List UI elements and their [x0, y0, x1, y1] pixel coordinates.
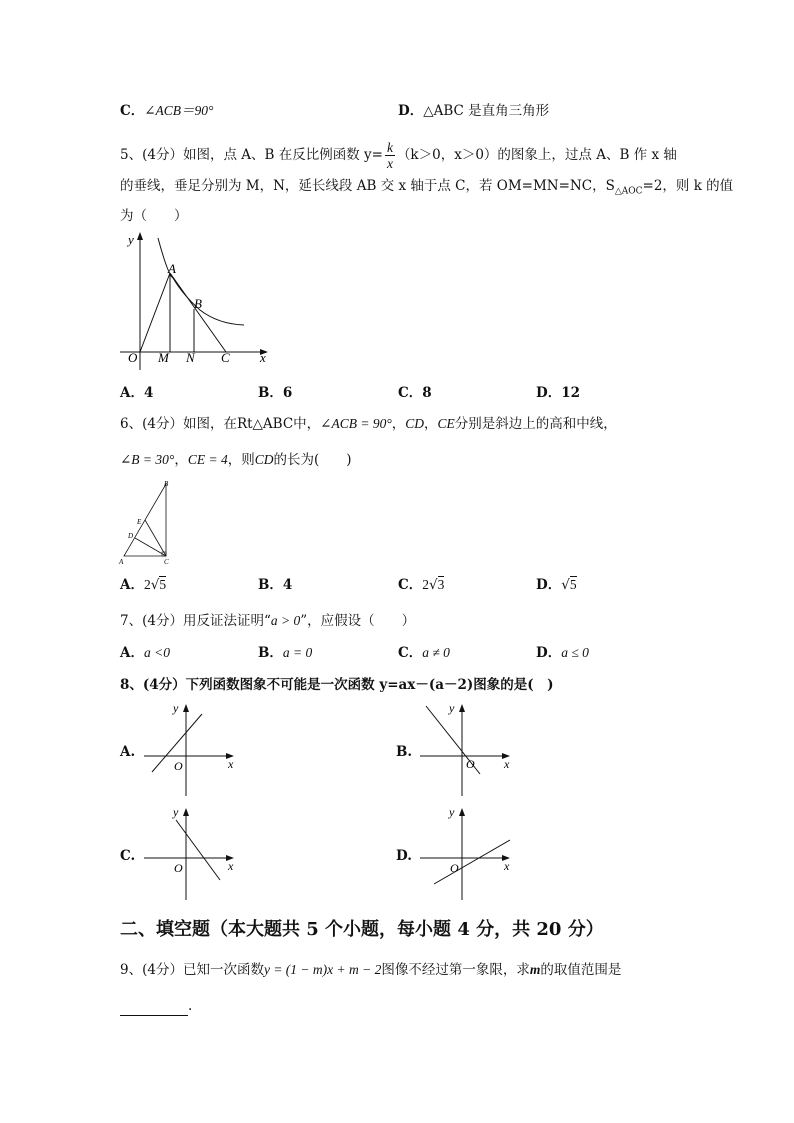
q9-line	[120, 960, 621, 980]
label-x: x	[228, 757, 234, 771]
q5-line-3	[120, 206, 188, 226]
q6-line1-suffix: 分别是斜边上的高和中线，	[454, 416, 617, 432]
math-function: y = (1 − m)x + m − 2	[263, 962, 382, 977]
q5-fraction	[385, 140, 395, 171]
option-text: △ABC 是直角三角形	[423, 103, 550, 119]
period: .	[188, 998, 193, 1014]
q5-option-c	[398, 383, 432, 403]
segment-oa	[140, 273, 170, 352]
option-label: D．	[536, 577, 562, 593]
q7-option-a	[120, 643, 170, 663]
math-ce-value: CE = 4	[187, 452, 228, 467]
label-x: x	[504, 757, 510, 771]
q5-option-d	[536, 383, 580, 403]
q8-option-b-label: B.	[396, 744, 413, 760]
label-o: O	[174, 759, 183, 773]
q8-option-d-label: D.	[396, 848, 412, 864]
q5-line-1	[120, 140, 677, 171]
option-text: 12	[561, 385, 581, 401]
sqrt-icon: √	[150, 577, 160, 593]
q6-figure	[118, 480, 178, 566]
q8-text: 8、(4分）下列函数图象不可能是一次函数 y=ax－(a－2)图象的是( )	[120, 677, 554, 693]
math-m: m	[529, 962, 541, 977]
punct: ，	[174, 452, 188, 468]
q8-graph-c	[140, 804, 240, 904]
q9-suffix: 的取值范围是	[540, 962, 622, 978]
radical-coefficient: 2	[422, 577, 429, 592]
q6-option-c	[398, 575, 444, 595]
label-y: y	[128, 232, 134, 247]
label-o: O	[128, 350, 138, 365]
punct: ，则	[227, 452, 255, 468]
radicand: 5	[159, 577, 167, 592]
q6-option-d	[536, 575, 577, 595]
q4-option-c	[120, 101, 213, 121]
section-heading: 二、填空题（本大题共 5 个小题，每小题 4 分，共 20 分）	[120, 919, 604, 940]
q5-option-b	[258, 383, 292, 403]
q9-prefix: 9、(4分）已知一次函数	[120, 962, 264, 978]
label-y: y	[173, 701, 179, 715]
function-line	[434, 840, 510, 884]
option-label: D．	[536, 645, 562, 661]
option-label: B．	[258, 645, 283, 661]
math-ce: CE	[437, 416, 455, 431]
option-label: A．	[120, 577, 144, 593]
sqrt-icon: √	[561, 577, 570, 593]
label-y: y	[449, 701, 455, 715]
radical-coefficient: 2	[143, 577, 151, 592]
math-cd: CD	[254, 452, 274, 467]
math-angle-b: ∠B = 30°	[120, 452, 175, 467]
y-axis-arrow	[137, 232, 143, 240]
hyperbola-curve	[158, 238, 244, 325]
option-text: a ≠ 0	[422, 645, 450, 660]
option-text: 6	[282, 385, 293, 401]
label-e: E	[137, 518, 142, 526]
q8-option-a-label: A.	[120, 744, 136, 760]
radicand: 3	[437, 577, 445, 592]
option-text: 4	[282, 577, 293, 593]
label-d: D	[128, 532, 134, 540]
label-y: y	[449, 805, 455, 819]
q7-prefix: 7、(4分）用反证法证明“	[120, 613, 271, 629]
option-text: 4	[143, 385, 154, 401]
q5-prefix: 5、(4分）如图，点 A、B 在反比例函数 y=	[120, 147, 383, 163]
option-text: ∠ACB＝90°	[144, 103, 214, 118]
label-c: C	[164, 558, 169, 566]
median-ce	[145, 520, 166, 556]
label-x: x	[260, 350, 266, 365]
label-a: A	[168, 261, 176, 276]
math-a-gt-0: a > 0	[270, 613, 301, 628]
option-label: C．	[398, 645, 423, 661]
option-label: A．	[120, 645, 144, 661]
q5-figure	[118, 230, 278, 372]
label-b: B	[194, 296, 202, 311]
label-b: B	[164, 480, 169, 488]
option-text: 8	[422, 385, 432, 401]
q6-prefix: 6、(4分）如图，在Rt△ABC中，	[120, 416, 321, 432]
q4-option-d	[398, 101, 549, 121]
fraction-numerator: k	[386, 140, 393, 155]
q6-line-2	[120, 450, 352, 470]
label-m: M	[158, 350, 169, 365]
q5-line2-text: 的垂线，垂足分别为 M，N，延长线段 AB 交 x 轴于点 C，若 OM=MN=NC，S	[120, 178, 615, 194]
q5-line2-suffix: =2，则 k 的值	[642, 178, 734, 194]
q7-line	[120, 611, 415, 631]
altitude-cd	[135, 538, 166, 556]
q5-area-subscript: △AOC	[614, 186, 643, 197]
option-text: a <0	[143, 645, 170, 660]
option-label: B．	[258, 577, 283, 593]
q5-line3-text: 为（ ）	[120, 208, 188, 224]
label-o: O	[466, 757, 475, 771]
q5-line-2	[120, 176, 733, 202]
q8-option-c-label: C.	[120, 848, 136, 864]
answer-blank[interactable]	[120, 1001, 188, 1016]
label-n: N	[186, 350, 195, 365]
q8-graph-a	[140, 700, 240, 800]
fraction-denominator: x	[386, 156, 393, 171]
q6-line-1	[120, 414, 617, 434]
q9-answer-line	[120, 996, 192, 1016]
option-label: C．	[398, 577, 423, 593]
option-label: D．	[398, 103, 424, 119]
q6-option-a	[120, 575, 166, 595]
option-label: D．	[536, 385, 562, 401]
radicand: 5	[569, 577, 577, 592]
math-angle-acb: ∠ACB = 90°	[320, 416, 392, 431]
label-c: C	[221, 350, 230, 365]
q5-line1-suffix: （k＞0，x＞0）的图象上，过点 A、B 作 x 轴	[396, 147, 677, 163]
punct: ，	[424, 416, 438, 432]
option-text: a = 0	[282, 645, 313, 660]
q8-line	[120, 675, 554, 695]
q7-option-c	[398, 643, 450, 663]
math-cd: CD	[405, 416, 425, 431]
punct: ，	[391, 416, 406, 432]
label-a: A	[119, 558, 124, 566]
sqrt-icon: √	[429, 577, 438, 593]
option-label: B．	[258, 385, 283, 401]
label-o: O	[450, 861, 459, 875]
label-x: x	[228, 859, 234, 873]
q8-graph-b	[416, 700, 516, 800]
label-x: x	[504, 859, 510, 873]
option-label: C．	[398, 385, 423, 401]
q6-option-b	[258, 575, 292, 595]
q9-mid: 图像不经过第一象限，求	[381, 962, 530, 978]
q7-option-d	[536, 643, 589, 663]
label-o: O	[174, 861, 183, 875]
q5-option-a	[120, 383, 153, 403]
label-y: y	[173, 805, 179, 819]
segment-ac	[170, 273, 226, 352]
q8-graph-d	[416, 804, 516, 904]
option-label: C．	[120, 103, 145, 119]
q7-option-b	[258, 643, 312, 663]
q6-line2-suffix: 的长为( )	[273, 452, 352, 468]
option-text: a ≤ 0	[561, 645, 589, 660]
option-label: A．	[120, 385, 144, 401]
q7-suffix: ”，应假设（ ）	[300, 613, 416, 629]
